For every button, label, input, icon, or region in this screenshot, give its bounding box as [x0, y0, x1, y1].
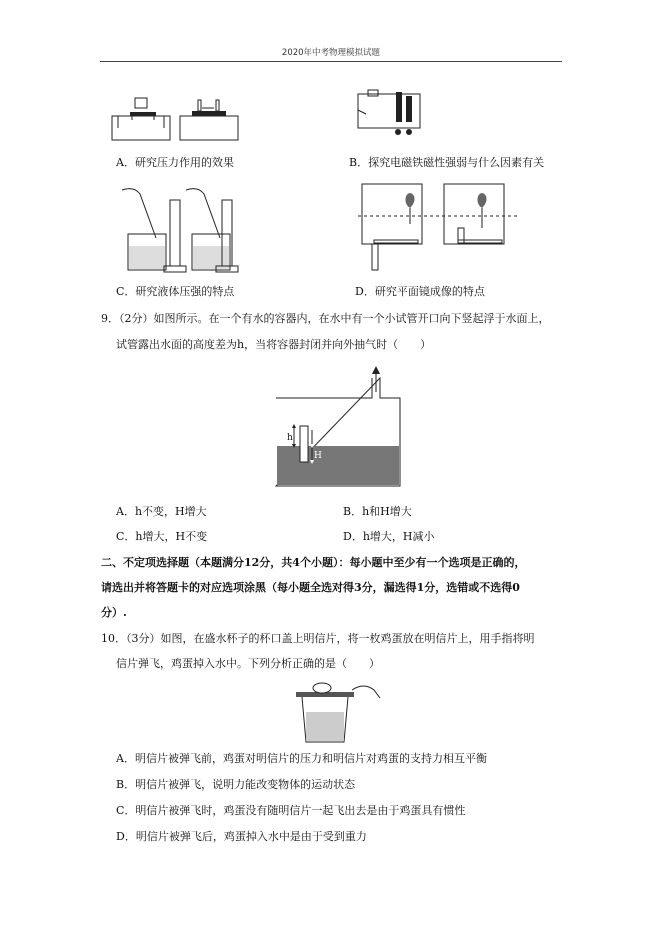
q8-option-b: B．探究电磁铁磁性强弱与什么因素有关: [349, 156, 545, 169]
section2-line-1: 二、不定项选择题（本题满分12分，共4个小题）：每小题中至少有一个选项是正确的，: [101, 556, 526, 569]
q9-option-b: B．h和H增大: [343, 505, 412, 518]
q10-option-b: B．明信片被弹飞，说明力能改变物体的运动状态: [116, 778, 356, 791]
q10-option-c: C．明信片被弹飞时，鸡蛋没有随明信片一起飞出去是由于鸡蛋具有惯性: [116, 804, 466, 817]
header-divider: [100, 61, 562, 62]
figure-label-H: H: [314, 451, 322, 461]
q9-option-a: A．h不变，H增大: [116, 505, 207, 518]
q9-option-c: C．h增大，H不变: [116, 530, 208, 543]
figure-pressure-effect: [112, 96, 242, 146]
figure-electromagnet: [358, 88, 420, 140]
page-header: 2020年中考物理模拟试题: [281, 48, 381, 58]
q8-option-a: A．研究压力作用的效果: [116, 156, 234, 169]
q9-stem-line-2: 试管露出水面的高度差为h，当将容器封闭并向外抽气时（ ）: [116, 338, 432, 351]
figure-liquid-pressure: [116, 188, 242, 276]
q9-option-d: D．h增大，H减小: [343, 530, 435, 543]
q10-option-a: A．明信片被弹飞前，鸡蛋对明信片的压力和明信片对鸡蛋的支持力相互平衡: [116, 752, 487, 765]
q10-option-d: D．明信片被弹飞后，鸡蛋掉入水中是由于受到重力: [116, 830, 367, 843]
section2-line-3: 分）.: [101, 606, 127, 619]
q10-stem-line-2: 信片弹飞，鸡蛋掉入水中。下列分析正确的是（ ）: [116, 657, 380, 670]
q8-option-d: D．研究平面镜成像的特点: [355, 285, 485, 298]
figure-container-tube: [276, 366, 400, 490]
q10-stem-line-1: 10．（3分）如图，在盛水杯子的杯口盖上明信片，将一枚鸡蛋放在明信片上，用手指将明: [101, 632, 535, 645]
q9-stem-line-1: 9．（2分）如图所示。在一个有水的容器内，在水中有一个小试管开口向下竖起浮于水面上，: [101, 312, 550, 325]
figure-label-h: h: [287, 433, 293, 443]
figure-plane-mirror: [362, 184, 518, 274]
q8-option-c: C．研究液体压强的特点: [116, 285, 235, 298]
section2-line-2: 请选出并将答题卡的对应选项涂黑（每小题全选对得3分，漏选得1分，选错或不选得0: [101, 581, 520, 594]
figure-egg-card-cup: [296, 680, 380, 744]
